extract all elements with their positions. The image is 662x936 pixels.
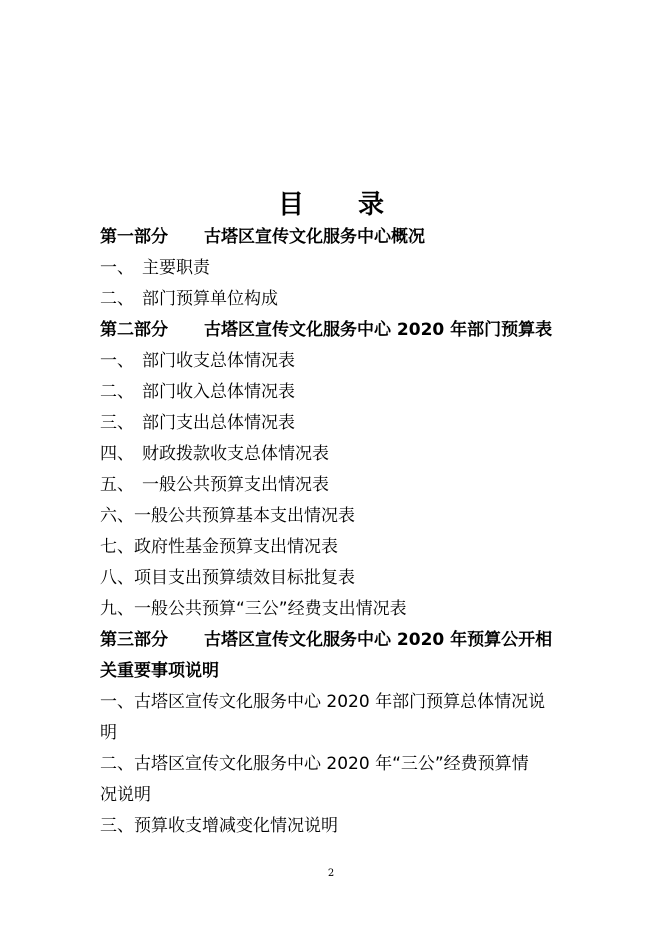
toc-item-text: 部门支出总体情况表	[142, 413, 295, 433]
toc-explanation[interactable]: 一、古塔区宣传文化服务中心 2020 年部门预算总体情况说	[100, 692, 546, 712]
toc-item-label: 五、	[100, 475, 134, 495]
toc-item-label: 二、	[100, 382, 134, 402]
toc-part-label: 第三部分	[100, 630, 168, 650]
page-number: 2	[327, 868, 335, 879]
toc-item[interactable]	[100, 439, 570, 470]
toc-part-text: 古塔区宣传文化服务中心概况	[204, 227, 425, 247]
toc-part-2[interactable]	[100, 315, 570, 346]
toc-explanation-continued: 明	[100, 723, 117, 743]
toc-item-label: 一、	[100, 258, 134, 278]
toc-item[interactable]	[100, 284, 570, 315]
toc-part-3[interactable]	[100, 625, 570, 656]
table-of-contents	[100, 222, 570, 842]
toc-item-text: 部门收支总体情况表	[142, 351, 295, 371]
toc-explanation[interactable]: 二、古塔区宣传文化服务中心 2020 年“三公”经费预算情	[100, 754, 529, 774]
toc-part-label: 第二部分	[100, 320, 168, 340]
toc-item-label: 二、	[100, 289, 134, 309]
toc-item-text: 部门预算单位构成	[142, 289, 278, 309]
toc-item-label: 三、	[100, 413, 134, 433]
toc-item-label: 一、	[100, 351, 134, 371]
toc-item[interactable]	[100, 377, 570, 408]
toc-part-text: 古塔区宣传文化服务中心 2020 年部门预算表	[204, 320, 553, 340]
toc-item-text: 一般公共预算支出情况表	[142, 475, 329, 495]
toc-item[interactable]	[100, 253, 570, 284]
toc-item[interactable]: 七、政府性基金预算支出情况表	[100, 537, 338, 557]
toc-item-text: 部门收入总体情况表	[142, 382, 295, 402]
toc-item[interactable]: 九、一般公共预算“三公”经费支出情况表	[100, 599, 407, 619]
toc-item[interactable]: 八、项目支出预算绩效目标批复表	[100, 568, 355, 588]
toc-item-text: 主要职责	[142, 258, 210, 278]
toc-item[interactable]	[100, 470, 570, 501]
toc-item-label: 四、	[100, 444, 134, 464]
toc-part-1[interactable]	[100, 222, 570, 253]
toc-part-text: 古塔区宣传文化服务中心 2020 年预算公开相	[204, 630, 553, 650]
toc-item[interactable]	[100, 408, 570, 439]
toc-explanation[interactable]: 三、预算收支增减变化情况说明	[100, 816, 338, 836]
toc-title-left: 目	[277, 190, 304, 220]
toc-item-text: 财政拨款收支总体情况表	[142, 444, 329, 464]
toc-item[interactable]	[100, 346, 570, 377]
toc-part-label: 第一部分	[100, 227, 168, 247]
toc-part-3-continued: 关重要事项说明	[100, 661, 219, 681]
toc-title	[0, 184, 662, 221]
toc-explanation-continued: 况说明	[100, 785, 151, 805]
toc-title-right: 录	[358, 190, 385, 220]
toc-item[interactable]: 六、一般公共预算基本支出情况表	[100, 506, 355, 526]
